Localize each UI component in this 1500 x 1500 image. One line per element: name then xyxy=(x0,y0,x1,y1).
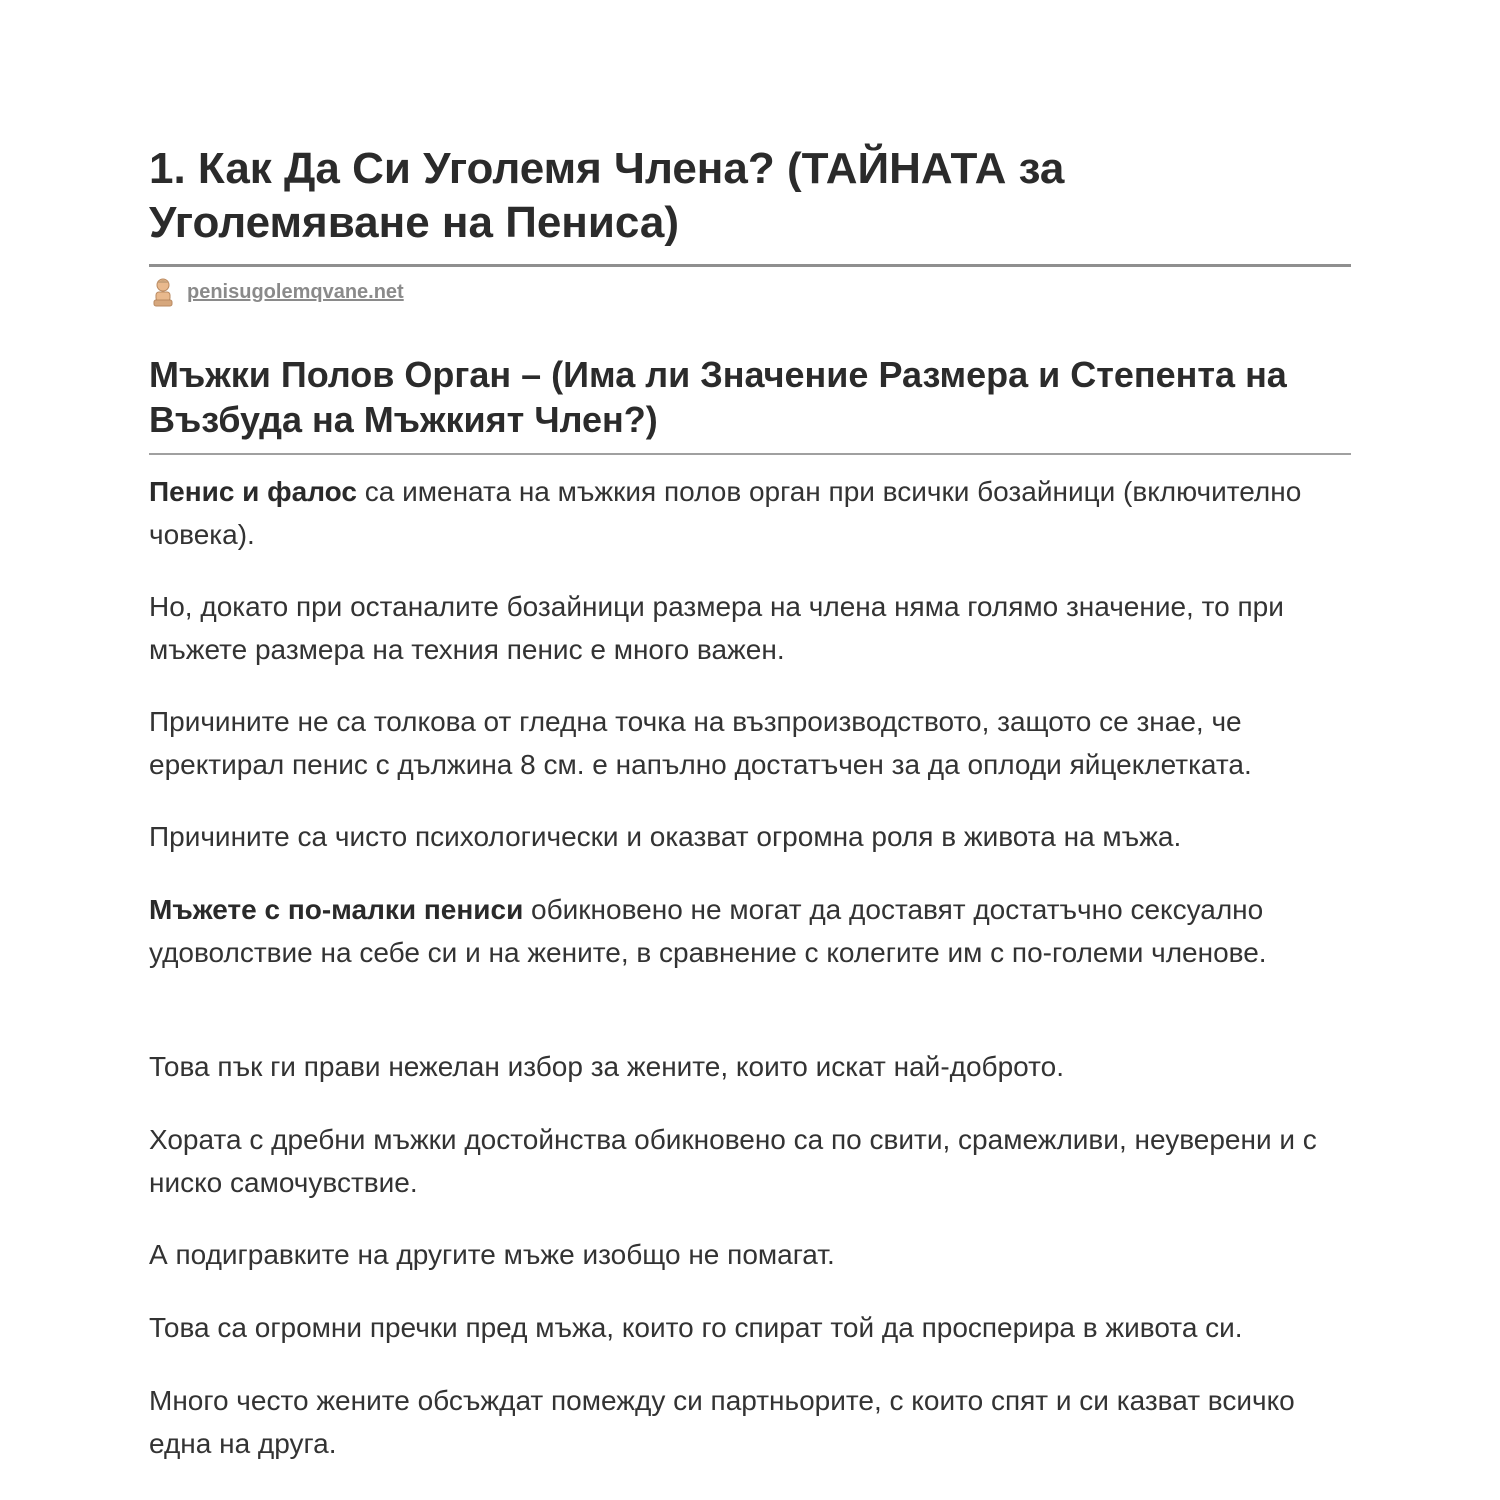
person-avatar-icon xyxy=(149,276,177,308)
paragraph xyxy=(149,888,1351,974)
paragraph-text: Причините са чисто психологически и оказват огромна роля в живота на мъжа. xyxy=(149,821,1182,852)
paragraph-text: Това пък ги прави нежелан избор за жените, които искат най-доброто. xyxy=(149,1051,1064,1082)
paragraph-text: А подигравките на другите мъже изобщо не помагат. xyxy=(149,1239,835,1270)
paragraph-text: Много често жените обсъждат помежду си партньорите, с които спят и си казват всичко една на друга. xyxy=(149,1385,1295,1459)
article-title: 1. Как Да Си Уголемя Члена? (ТАЙНАТА за Уголемяване на Пениса) xyxy=(149,144,1065,247)
paragraph xyxy=(149,815,1351,858)
source-line xyxy=(149,276,404,308)
paragraph-bold: Мъжете с по-малки пениси xyxy=(149,894,524,925)
subtitle-divider xyxy=(149,453,1351,455)
title-divider xyxy=(149,264,1351,267)
paragraph xyxy=(149,1045,1351,1088)
paragraph-bold: Пенис и фалос xyxy=(149,476,357,507)
paragraph-text: Причините не са толкова от гледна точка на възпроизводството, защото се знае, че еректирал пенис с дължина 8 см. е напълно достатъчен за да оплоди яйцеклетката. xyxy=(149,706,1252,780)
paragraph-text: Това са огромни пречки пред мъжа, които го спират той да просперира в живота си. xyxy=(149,1312,1243,1343)
paragraph xyxy=(149,470,1351,556)
paragraph xyxy=(149,700,1351,786)
paragraph xyxy=(149,585,1351,671)
paragraph xyxy=(149,1118,1351,1204)
paragraph-text: са имената на мъжкия полов орган при всички бозайници (включително човека). xyxy=(149,476,1302,550)
article-subtitle: Мъжки Полов Орган – (Има ли Значение Размера и Степента на Възбуда на Мъжкият Член?) xyxy=(149,354,1287,440)
source-link[interactable]: penisugolemqvane.net xyxy=(187,280,404,303)
paragraph-text: обикновено не могат да доставят достатъчно сексуално удоволствие на себе си и на жените, в сравнение с колегите им с по-големи членове. xyxy=(149,894,1267,968)
paragraph-text: Но, докато при останалите бозайници размера на члена няма голямо значение, то при мъжете размера на техния пенис е много важен. xyxy=(149,591,1284,665)
paragraph xyxy=(149,1379,1351,1465)
paragraph xyxy=(149,1306,1351,1349)
paragraph-text: Хората с дребни мъжки достойнства обикновено са по свити, срамежливи, неуверени и с ниско самочувствие. xyxy=(149,1124,1317,1198)
paragraph xyxy=(149,1233,1351,1276)
